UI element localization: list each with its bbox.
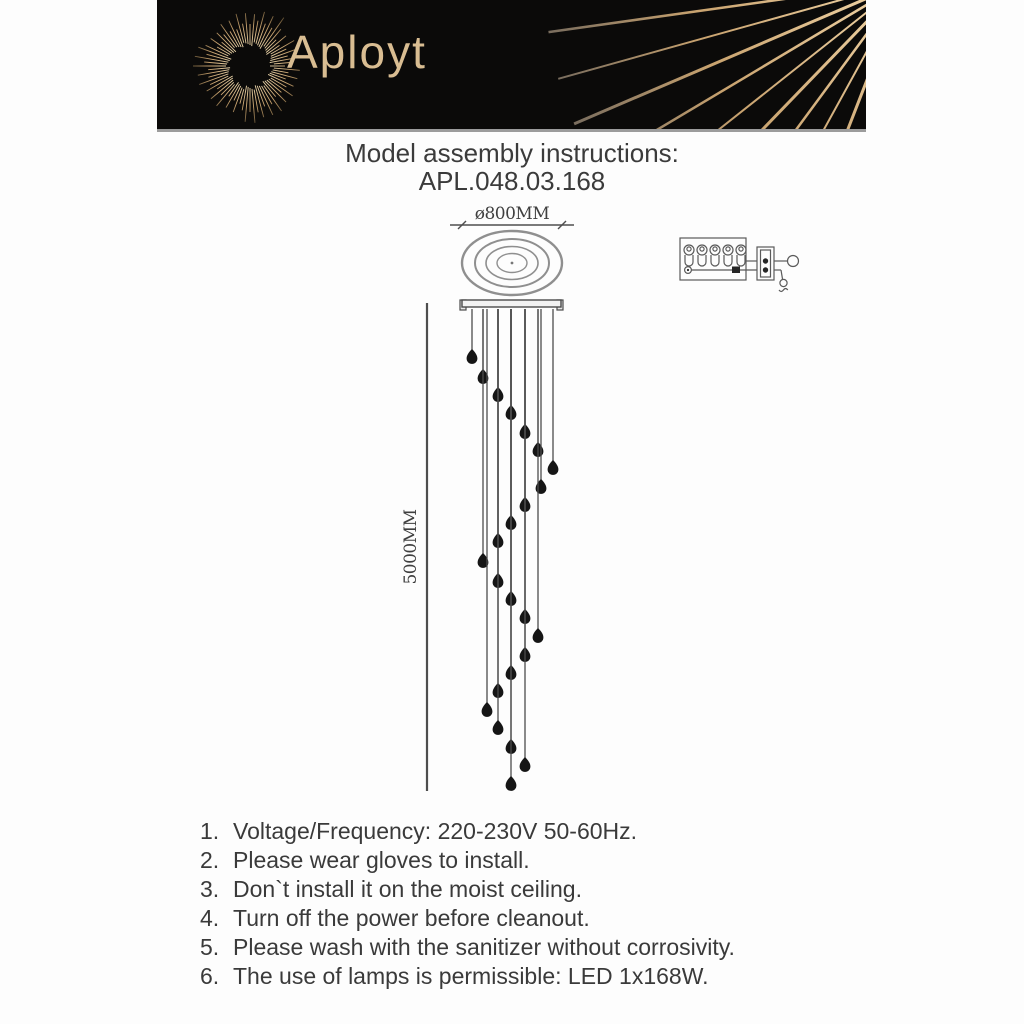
pendant-bulb — [533, 628, 544, 643]
document-title — [0, 139, 1024, 195]
pendant-bulb — [536, 479, 547, 494]
instruction-item — [200, 875, 735, 904]
pendant-array — [467, 309, 559, 791]
instruction-item — [200, 817, 735, 846]
instruction-item — [200, 846, 735, 875]
wiring-diagram — [680, 238, 799, 292]
ray-fan-icon — [545, 0, 866, 129]
instruction-text: Please wear gloves to install. — [233, 847, 530, 873]
brand-name: Aployt — [287, 26, 427, 78]
instruction-text: Turn off the power before cleanout. — [233, 905, 590, 931]
ceiling-plate — [460, 300, 563, 310]
terminal-screws — [684, 245, 746, 266]
height-label: 5000MM — [401, 509, 421, 585]
height-dimension — [401, 303, 427, 791]
instruction-item — [200, 933, 735, 962]
diameter-dimension — [450, 204, 574, 229]
instructions-list — [200, 817, 735, 991]
sunburst-logo-icon — [193, 12, 300, 123]
instruction-item — [200, 904, 735, 933]
chandelier-drawing — [388, 196, 822, 812]
pendant-bulb — [548, 460, 559, 475]
banner-decoration — [157, 0, 866, 129]
instruction-number: 1. — [200, 818, 220, 844]
pendant-bulb — [482, 702, 493, 717]
pendant-bulb — [506, 776, 517, 791]
brand-banner — [157, 0, 866, 132]
instruction-number: 4. — [200, 905, 220, 931]
pendant-bulb — [467, 349, 478, 364]
instruction-number: 3. — [200, 876, 220, 902]
pendant-bulb — [493, 720, 504, 735]
canopy-top-view — [462, 231, 562, 295]
instruction-number: 5. — [200, 934, 220, 960]
instruction-text: The use of lamps is permissible: LED 1x168W. — [233, 963, 709, 989]
instruction-text: Don`t install it on the moist ceiling. — [233, 876, 582, 902]
instruction-number: 2. — [200, 847, 220, 873]
title-line-2: APL.048.03.168 — [418, 166, 606, 196]
diameter-label: ø800MM — [474, 204, 550, 224]
instruction-text: Voltage/Frequency: 220-230V 50-60Hz. — [233, 818, 638, 844]
instruction-number: 6. — [200, 963, 220, 989]
title-line-1: Model assembly instructions: — [345, 138, 679, 168]
instruction-item — [200, 962, 735, 991]
pendant-bulb — [520, 757, 531, 772]
instruction-text: Please wash with the sanitizer without corrosivity. — [233, 934, 735, 960]
